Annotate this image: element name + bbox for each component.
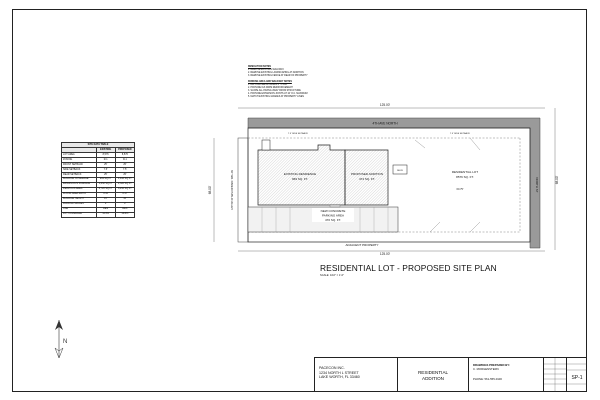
street-label-top: 4TH AVE NORTH bbox=[372, 121, 398, 126]
setback-label-top-right: 7.5' SIDE SETBACK bbox=[450, 133, 470, 135]
revision-grid bbox=[544, 358, 566, 392]
demolition-note: 2. REMOVE EXISTING LANDSCAPING AT ADDITION bbox=[248, 72, 304, 74]
site-table-cell: 2,320 SQ FT bbox=[115, 182, 134, 187]
site-table-cell: 8,576 bbox=[115, 152, 134, 157]
site-table-cell: 969 SQ FT bbox=[96, 177, 115, 182]
title-block-sheet bbox=[567, 358, 587, 392]
site-table-cell: 6,726 SQ FT bbox=[96, 187, 115, 192]
site-table-cell: REAR SETBACK bbox=[62, 172, 97, 177]
site-table-cell: 15' bbox=[96, 197, 115, 202]
parking-note: 1. ALL CONCRETE PAVING 4" THICK bbox=[248, 84, 288, 86]
site-table-cell: 11.3% bbox=[96, 212, 115, 217]
site-table-cell: 0.17 bbox=[115, 192, 134, 197]
existing-residence-label: EXISTING RESIDENCE bbox=[283, 172, 317, 176]
leader-lines bbox=[415, 138, 480, 232]
drawing-title: RESIDENTIAL LOT - PROPOSED SITE PLAN bbox=[320, 263, 497, 273]
site-table-cell: 1,850 SQ FT bbox=[96, 182, 115, 187]
site-table-cell: 16.8% bbox=[115, 212, 134, 217]
site-table-cell: R-1 bbox=[115, 157, 134, 162]
north-label: N bbox=[63, 339, 68, 345]
sheet-grid bbox=[567, 358, 587, 392]
parking-label-2: PARKING AREA bbox=[321, 213, 345, 218]
site-table-cell: LOT AREA bbox=[62, 152, 97, 157]
dimension-bottom: 125.00' bbox=[379, 252, 391, 256]
porch-block bbox=[262, 140, 270, 150]
site-table-cell: 1,443 SQ FT bbox=[115, 177, 134, 182]
residential-lot-label: RESIDENTIAL LOT bbox=[451, 170, 479, 174]
demolition-note: 1. REMOVE EXISTING WALKWAY bbox=[248, 69, 284, 71]
site-table-cell: 15' bbox=[115, 197, 134, 202]
adjacent-property-label: ADJACENT PROPERTY bbox=[345, 243, 379, 247]
site-table-cell: 8,576 bbox=[96, 152, 115, 157]
parking-notes-heading: PARKING AREA AND WALKWAY NOTES bbox=[248, 81, 292, 83]
demolition-note: 3. REMOVE EXISTING FENCE AT REAR OF PROPERTY bbox=[248, 75, 308, 77]
site-table-cell: FRONT SETBACK bbox=[62, 162, 97, 167]
title-block-revisions bbox=[544, 358, 567, 392]
site-table-title: SITE DATA TABLE bbox=[62, 143, 135, 148]
drawn-by-heading: DRAWINGS PREPARED BY: bbox=[473, 363, 510, 367]
site-table-cell: PERVIOUS AREA bbox=[62, 187, 97, 192]
walkway bbox=[330, 205, 340, 207]
drawn-by-name: C. MORGENSTERN bbox=[473, 367, 499, 371]
project-name-2: ADDITION bbox=[422, 376, 444, 381]
site-table-cell: 25' bbox=[115, 172, 134, 177]
street-label-right: NORTH ST bbox=[535, 177, 539, 193]
site-table-cell: SIDE SETBACK bbox=[62, 167, 97, 172]
site-table-header: PROPOSED bbox=[115, 147, 134, 152]
site-table-cell: LOT COVERAGE bbox=[62, 212, 97, 217]
alley-label: 60' WD. PAVED PUBLIC ALLEY bbox=[230, 170, 234, 210]
dimension-right: 68.00' bbox=[555, 175, 559, 185]
parking-note: 3. SLOPE ALL PAVING AWAY FROM STRUCTURE bbox=[248, 90, 301, 92]
parking-note: 4. PROVIDE EXPANSION JOINTS AT 10' O.C. MAXIMUM bbox=[248, 93, 308, 95]
site-table-cell: BUILDING HEIGHT bbox=[62, 197, 97, 202]
dimension-top: 125.00' bbox=[379, 103, 391, 107]
title-block-company bbox=[315, 358, 398, 392]
existing-residence-area: 969 SQ. FT. bbox=[291, 177, 309, 181]
company-name: PACECON INC. bbox=[319, 366, 345, 370]
site-table-cell: 2 bbox=[96, 202, 115, 207]
parking-note: 2. PROVIDE 6x6 WWM REINFORCEMENT bbox=[248, 87, 293, 89]
sheet-number: SP-1 bbox=[571, 375, 583, 381]
title-block-drawn-by bbox=[469, 358, 544, 392]
north-arrow-icon bbox=[48, 318, 70, 360]
site-table-cell: IMPERVIOUS SURFACE bbox=[62, 182, 97, 187]
site-table-cell: USE bbox=[62, 207, 97, 212]
title-block bbox=[314, 357, 587, 392]
parking-note: 5. MATCH EXISTING GRADES AT PROPERTY LINES bbox=[248, 96, 304, 98]
title-block-project bbox=[398, 358, 469, 392]
site-table-cell: 25' bbox=[96, 172, 115, 177]
site-table-cell: 6,256 SQ FT bbox=[115, 187, 134, 192]
deck-label: DECK bbox=[396, 170, 404, 172]
inner-dimension: 60.75' bbox=[456, 188, 464, 191]
site-table-cell: BUILDING COVERAGE bbox=[62, 177, 97, 182]
residential-lot-area: 8576 SQ. FT. bbox=[456, 175, 474, 179]
site-table-cell: PARKING SPACES bbox=[62, 202, 97, 207]
site-table-cell: 25' bbox=[115, 162, 134, 167]
site-table-cell: RES bbox=[96, 207, 115, 212]
site-table-cell: RES bbox=[115, 207, 134, 212]
parking-label-1: NEW CONCRETE bbox=[320, 209, 346, 213]
site-table-cell: R-1 bbox=[96, 157, 115, 162]
site-table-cell: 7.5' bbox=[115, 167, 134, 172]
drawn-by-phone: PHONE: 561-555-0100 bbox=[473, 377, 502, 381]
demolition-notes-heading: DEMOLITION NOTES bbox=[248, 66, 271, 68]
setback-label-top-left: 7.5' SIDE SETBACK bbox=[288, 133, 308, 135]
company-address-1: 1234 NORTH L STREET bbox=[319, 370, 359, 375]
site-table-cell: 2 bbox=[115, 202, 134, 207]
site-table-cell: ZONING bbox=[62, 157, 97, 162]
site-table-header: EXISTING bbox=[96, 147, 115, 152]
site-table-cell: 7.5' bbox=[96, 167, 115, 172]
proposed-addition-area: 474 SQ. FT. bbox=[358, 177, 376, 181]
site-table-cell: 25' bbox=[96, 162, 115, 167]
alley-strip bbox=[238, 138, 248, 242]
site-table-cell: FLOOR AREA RATIO bbox=[62, 192, 97, 197]
dimension-left: 68.00' bbox=[208, 185, 212, 195]
site-table-cell: 0.11 bbox=[96, 192, 115, 197]
company-address-2: LAKE WORTH, FL 33460 bbox=[319, 375, 360, 379]
proposed-addition-label: PROPOSED ADDITION bbox=[350, 172, 384, 176]
drawing-scale: SCALE: 1/16" = 1'-0" bbox=[320, 274, 345, 277]
parking-area-value: 470 SQ. FT. bbox=[324, 218, 342, 222]
project-name-1: RESIDENTIAL bbox=[417, 370, 449, 375]
